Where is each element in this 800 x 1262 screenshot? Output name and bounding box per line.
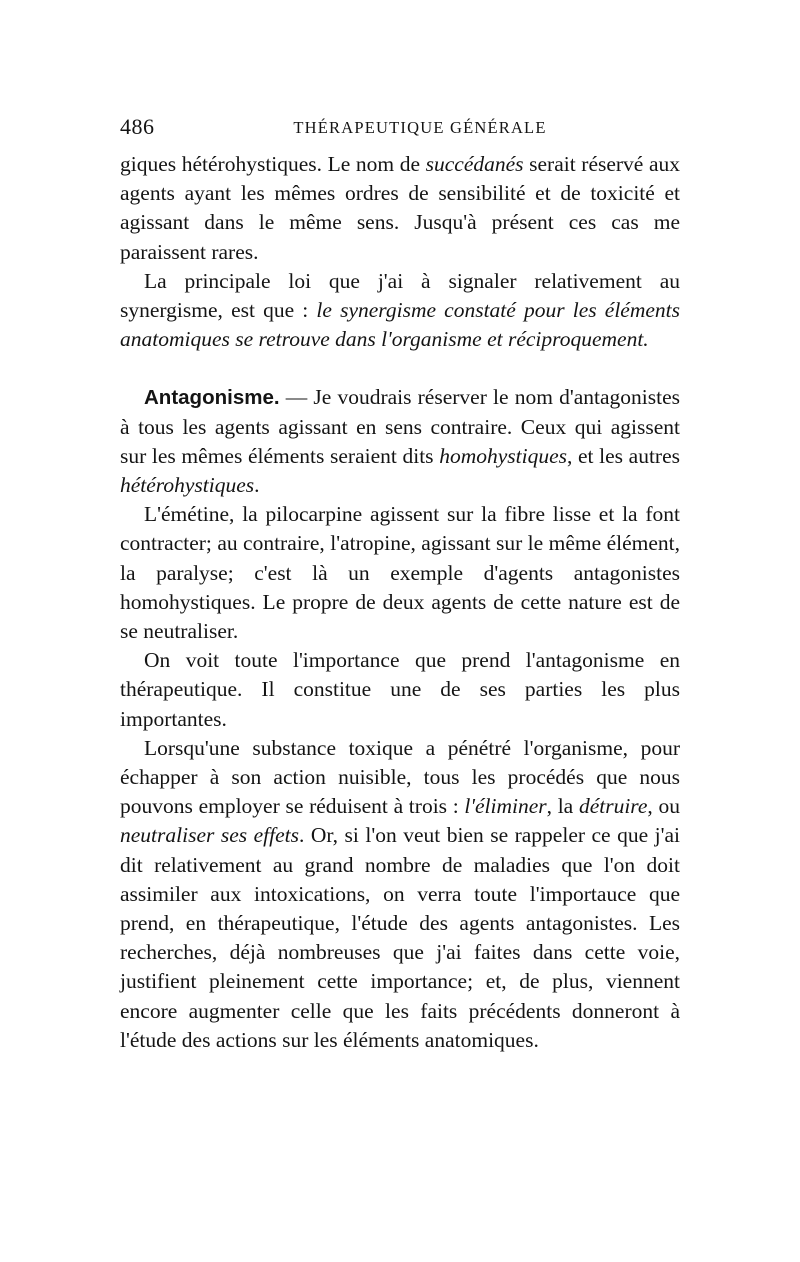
paragraph-continuation xyxy=(120,150,680,267)
text-run: serait réservé aux agents ayant les mêmes ordres de sensibilité et de toxicité et agissant dans le même sens. Jusqu'à présent ces cas me paraissent rares. xyxy=(120,152,680,264)
text-run: . Or, si l'on veut bien se rappeler ce que j'ai dit relativement au grand nombre de maladies que l'on doit assimiler aux intoxications, on verra toute l'importauce que prend, en thérapeutique, l'étude des agents antagonistes. Les recherches, déjà nombreuses que j'ai faites dans cette voie, justifient pleinement cette importance; et, de plus, viennent encore augmenter celle que les faits précédents donneront à l'étude des actions sur les éléments anatomiques. xyxy=(120,823,680,1052)
text-run: , et les autres xyxy=(566,443,680,468)
text-run: , ou xyxy=(647,794,680,819)
text-run: , la xyxy=(546,794,579,819)
italic-term: détruire xyxy=(578,794,648,819)
paragraph-substance-toxique xyxy=(120,734,680,1055)
italic-term: hétérohystiques xyxy=(120,473,255,498)
page-number: 486 xyxy=(120,114,155,139)
italic-term: homohystiques xyxy=(439,443,567,468)
text-run: . xyxy=(254,473,260,498)
italic-term: l'éliminer xyxy=(464,794,547,819)
text-run: — Je voudrais réserver le nom d'antagonistes à tous les agents agissant en sens contraire. Ceux qui agissent sur les mêmes éléments seraient dits xyxy=(120,385,680,468)
text-run: giques hétérohystiques. Le nom de xyxy=(120,152,426,176)
running-head xyxy=(120,114,680,142)
paragraph-antagonisme xyxy=(120,383,680,500)
running-title: THÉRAPEUTIQUE GÉNÉRALE xyxy=(293,118,547,137)
section-heading: Antagonisme. xyxy=(144,386,280,410)
body-text xyxy=(120,150,680,1055)
paragraph-importance: On voit toute l'importance que prend l'antagonisme en thérapeutique. Il constitue une de ses parties les plus importantes. xyxy=(120,648,680,731)
text-run: La principale loi que j'ai à signaler relativement au synergisme, est que : xyxy=(120,268,680,323)
paragraph-emetine: L'émétine, la pilocarpine agissent sur la fibre lisse et la font contracter; au contraire, l'atropine, agissant sur le même élément, la paralyse; c'est là un exemple d'agents antagonistes homohystiques. Le propre de deux agents de cette nature est de se neutraliser. xyxy=(120,502,680,644)
italic-statement: le synergisme constaté pour les éléments anatomiques se retrouve dans l'organisme et réciproquement. xyxy=(120,298,680,352)
text-run: Lorsqu'une substance toxique a pénétré l'organisme, pour échapper à son action nuisible, tous les procédés que nous pouvons employer se réduisent à trois : xyxy=(120,735,680,819)
italic-term: neutraliser ses effets xyxy=(120,823,299,848)
italic-term: succédanés xyxy=(425,152,524,176)
paragraph-synergism-law xyxy=(120,267,680,355)
